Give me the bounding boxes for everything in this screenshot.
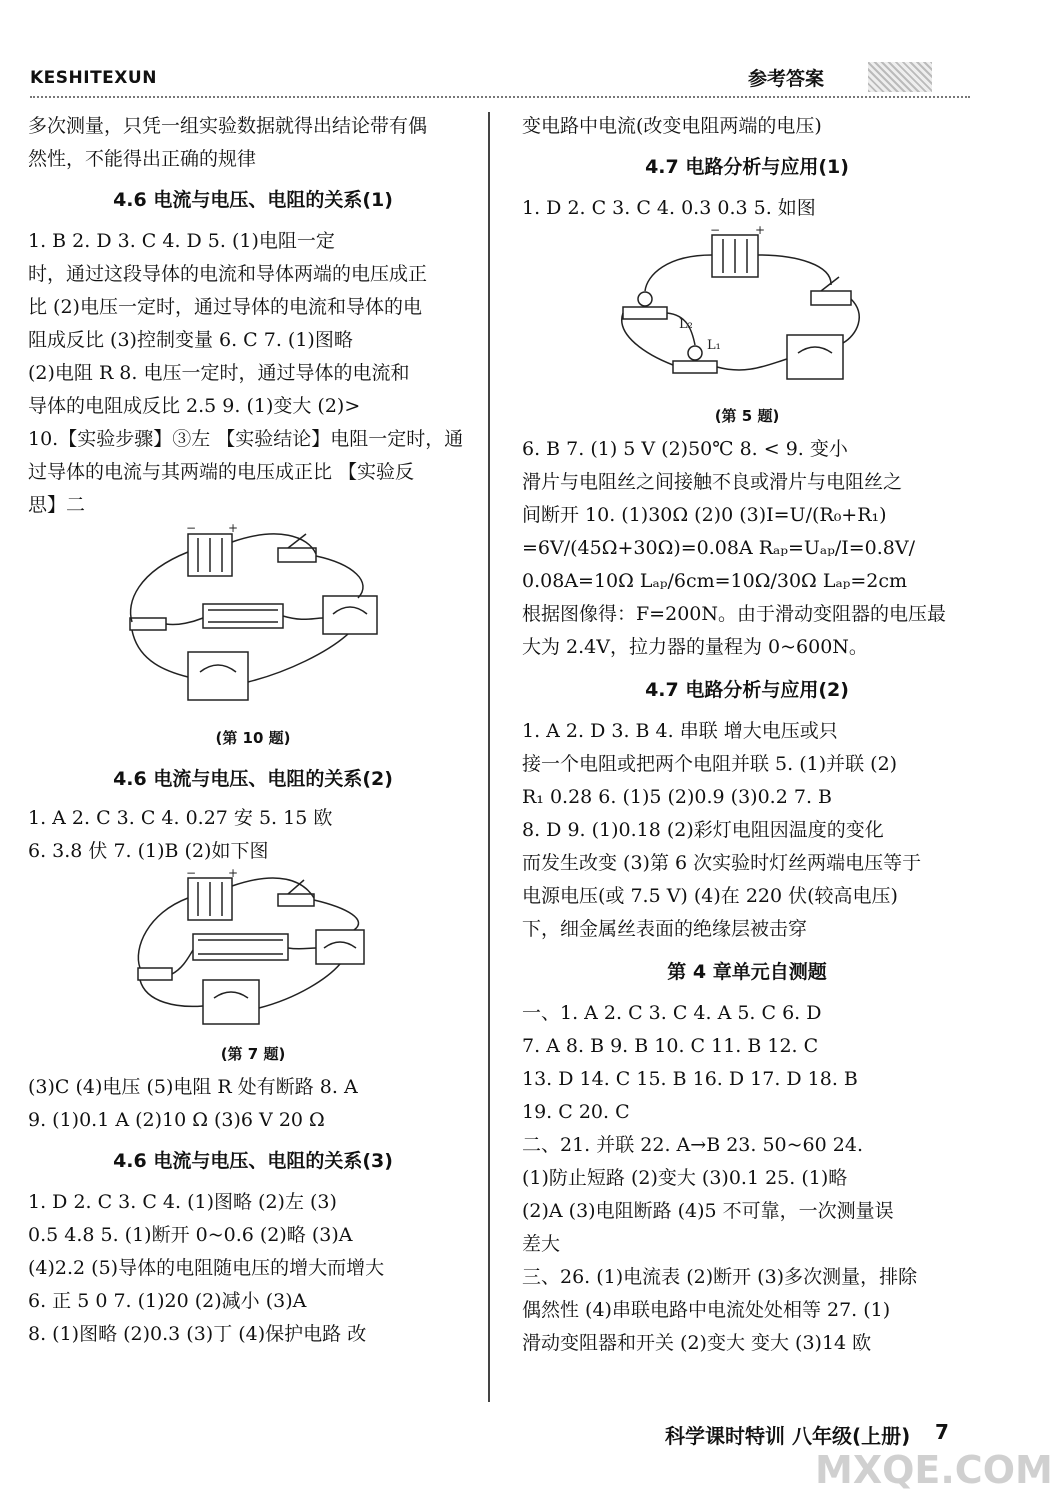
answer-line: 0.08A=10Ω Lₐₚ/6cm=10Ω/30Ω Lₐₚ=2cm — [522, 570, 908, 592]
figure-caption: (第 7 题) — [220, 1045, 286, 1063]
answer-line: (2)A (3)电阻断路 (4)5 不可靠，一次测量误 — [522, 1200, 894, 1222]
answer-line: 差大 — [522, 1233, 561, 1255]
answer-line: 过导体的电流与其两端的电压成正比 【实验反 — [28, 461, 415, 483]
text-line: 变电路中电流(改变电阻两端的电压) — [522, 115, 822, 137]
svg-text:+: + — [228, 521, 239, 535]
footer-book-title: 科学课时特训 八年级(上册) — [665, 1424, 911, 1448]
section-heading: 4.6 电流与电压、电阻的关系(3) — [113, 1150, 393, 1172]
answer-line: 滑动变阻器和开关 (2)变大 变大 (3)14 欧 — [522, 1332, 872, 1354]
header-rule — [30, 96, 970, 98]
lamp-l1-label: L₁ — [707, 338, 721, 353]
answer-line: 1. A 2. C 3. C 4. 0.27 安 5. 15 欧 — [28, 807, 333, 829]
left-column — [28, 110, 478, 1351]
svg-text:+: + — [228, 866, 239, 880]
answer-line: 比 (2)电压一定时，通过导体的电流和导体的电 — [28, 296, 422, 318]
answer-line: 接一个电阻或把两个电阻并联 5. (1)并联 (2) — [522, 753, 898, 775]
answer-line: 下，细金属丝表面的绝缘层被击穿 — [522, 918, 808, 940]
answer-line: R₁ 0.28 6. (1)5 (2)0.9 (3)0.2 7. B — [522, 786, 832, 808]
page-number: 7 — [935, 1420, 949, 1444]
answer-line: 偶然性 (4)串联电路中电流处处相等 27. (1) — [522, 1299, 891, 1321]
text-line: 然性，不能得出正确的规律 — [28, 148, 257, 170]
answer-line: 19. C 20. C — [522, 1101, 630, 1123]
answer-line: =6V/(45Ω+30Ω)=0.08A Rₐₚ=Uₐₚ/I=0.8V/ — [522, 537, 915, 559]
answer-line: 滑片与电阻丝之间接触不良或滑片与电阻丝之 — [522, 471, 903, 493]
answer-line: (1)防止短路 (2)变大 (3)0.1 25. (1)略 — [522, 1167, 848, 1189]
answer-line: 而发生改变 (3)第 6 次实验时灯丝两端电压等于 — [522, 852, 922, 874]
answer-line: 时，通过这段导体的电流和导体两端的电压成正 — [28, 263, 428, 285]
right-column — [522, 110, 972, 1360]
circuit-figure-q7 — [128, 868, 378, 1038]
answer-line: 1. D 2. C 3. C 4. 0.3 0.3 5. 如图 — [522, 197, 816, 219]
section-heading: 4.6 电流与电压、电阻的关系(2) — [113, 768, 393, 790]
answer-line: 二、21. 并联 22. A→B 23. 50~60 24. — [522, 1134, 863, 1156]
answer-line: 9. (1)0.1 A (2)10 Ω (3)6 V 20 Ω — [28, 1109, 325, 1131]
answer-line: 一、1. A 2. C 3. C 4. A 5. C 6. D — [522, 1002, 822, 1024]
section-heading: 4.6 电流与电压、电阻的关系(1) — [113, 189, 393, 211]
answer-line: 8. (1)图略 (2)0.3 (3)丁 (4)保护电路 改 — [28, 1323, 367, 1345]
answer-line: 10.【实验步骤】③左 【实验结论】电阻一定时，通 — [28, 428, 464, 450]
watermark: MXQE.COM — [815, 1448, 1053, 1492]
circuit-figure-q10 — [118, 522, 388, 722]
answer-line: (3)C (4)电压 (5)电阻 R 处有断路 8. A — [28, 1076, 358, 1098]
answer-line: 间断开 10. (1)30Ω (2)0 (3)I=U/(R₀+R₁) — [522, 504, 887, 526]
answer-line: 6. 3.8 伏 7. (1)B (2)如下图 — [28, 840, 269, 862]
answer-line: (2)电阻 R 8. 电压一定时，通过导体的电流和 — [28, 362, 410, 384]
section-heading: 4.7 电路分析与应用(2) — [645, 679, 849, 701]
answer-line: 根据图像得：F=200N。由于滑动变阻器的电压最 — [522, 603, 946, 625]
header-answer-key-label: 参考答案 — [748, 68, 825, 90]
answer-line: 导体的电阻成反比 2.5 9. (1)变大 (2)> — [28, 395, 361, 417]
answer-line: 7. A 8. B 9. B 10. C 11. B 12. C — [522, 1035, 819, 1057]
figure-caption: (第 10 题) — [215, 729, 291, 747]
answer-line: 思】二 — [28, 494, 86, 516]
svg-text:−: − — [710, 223, 721, 237]
answer-line: 电源电压(或 7.5 V) (4)在 220 伏(较高电压) — [522, 885, 898, 907]
answer-line: 6. B 7. (1) 5 V (2)50℃ 8. < 9. 变小 — [522, 438, 848, 460]
circuit-figure-q5 — [617, 225, 877, 400]
answer-line: (4)2.2 (5)导体的电阻随电压的增大而增大 — [28, 1257, 385, 1279]
lamp-l2-label: L₂ — [679, 317, 693, 332]
header-decoration — [868, 62, 932, 92]
answer-line: 1. D 2. C 3. C 4. (1)图略 (2)左 (3) — [28, 1191, 337, 1213]
answer-line: 1. B 2. D 3. C 4. D 5. (1)电阻一定 — [28, 230, 335, 252]
answer-line: 8. D 9. (1)0.18 (2)彩灯电阻因温度的变化 — [522, 819, 884, 841]
figure-caption: (第 5 题) — [714, 407, 780, 425]
answer-line: 13. D 14. C 15. B 16. D 17. D 18. B — [522, 1068, 858, 1090]
answer-line: 6. 正 5 0 7. (1)20 (2)减小 (3)A — [28, 1290, 307, 1312]
answer-line: 三、26. (1)电流表 (2)断开 (3)多次测量，排除 — [522, 1266, 918, 1288]
answer-line: 0.5 4.8 5. (1)断开 0~0.6 (2)略 (3)A — [28, 1224, 353, 1246]
svg-text:+: + — [755, 223, 766, 237]
answer-line: 1. A 2. D 3. B 4. 串联 增大电压或只 — [522, 720, 838, 742]
answer-line: 阻成反比 (3)控制变量 6. C 7. (1)图略 — [28, 329, 353, 351]
column-divider — [488, 112, 490, 1402]
section-heading: 第 4 章单元自测题 — [667, 961, 827, 983]
svg-text:−: − — [186, 866, 197, 880]
header-series-name: KESHITEXUN — [30, 68, 157, 88]
svg-text:−: − — [186, 521, 197, 535]
text-line: 多次测量，只凭一组实验数据就得出结论带有偶 — [28, 115, 428, 137]
answer-line: 大为 2.4V，拉力器的量程为 0~600N。 — [522, 636, 868, 658]
section-heading: 4.7 电路分析与应用(1) — [645, 156, 849, 178]
